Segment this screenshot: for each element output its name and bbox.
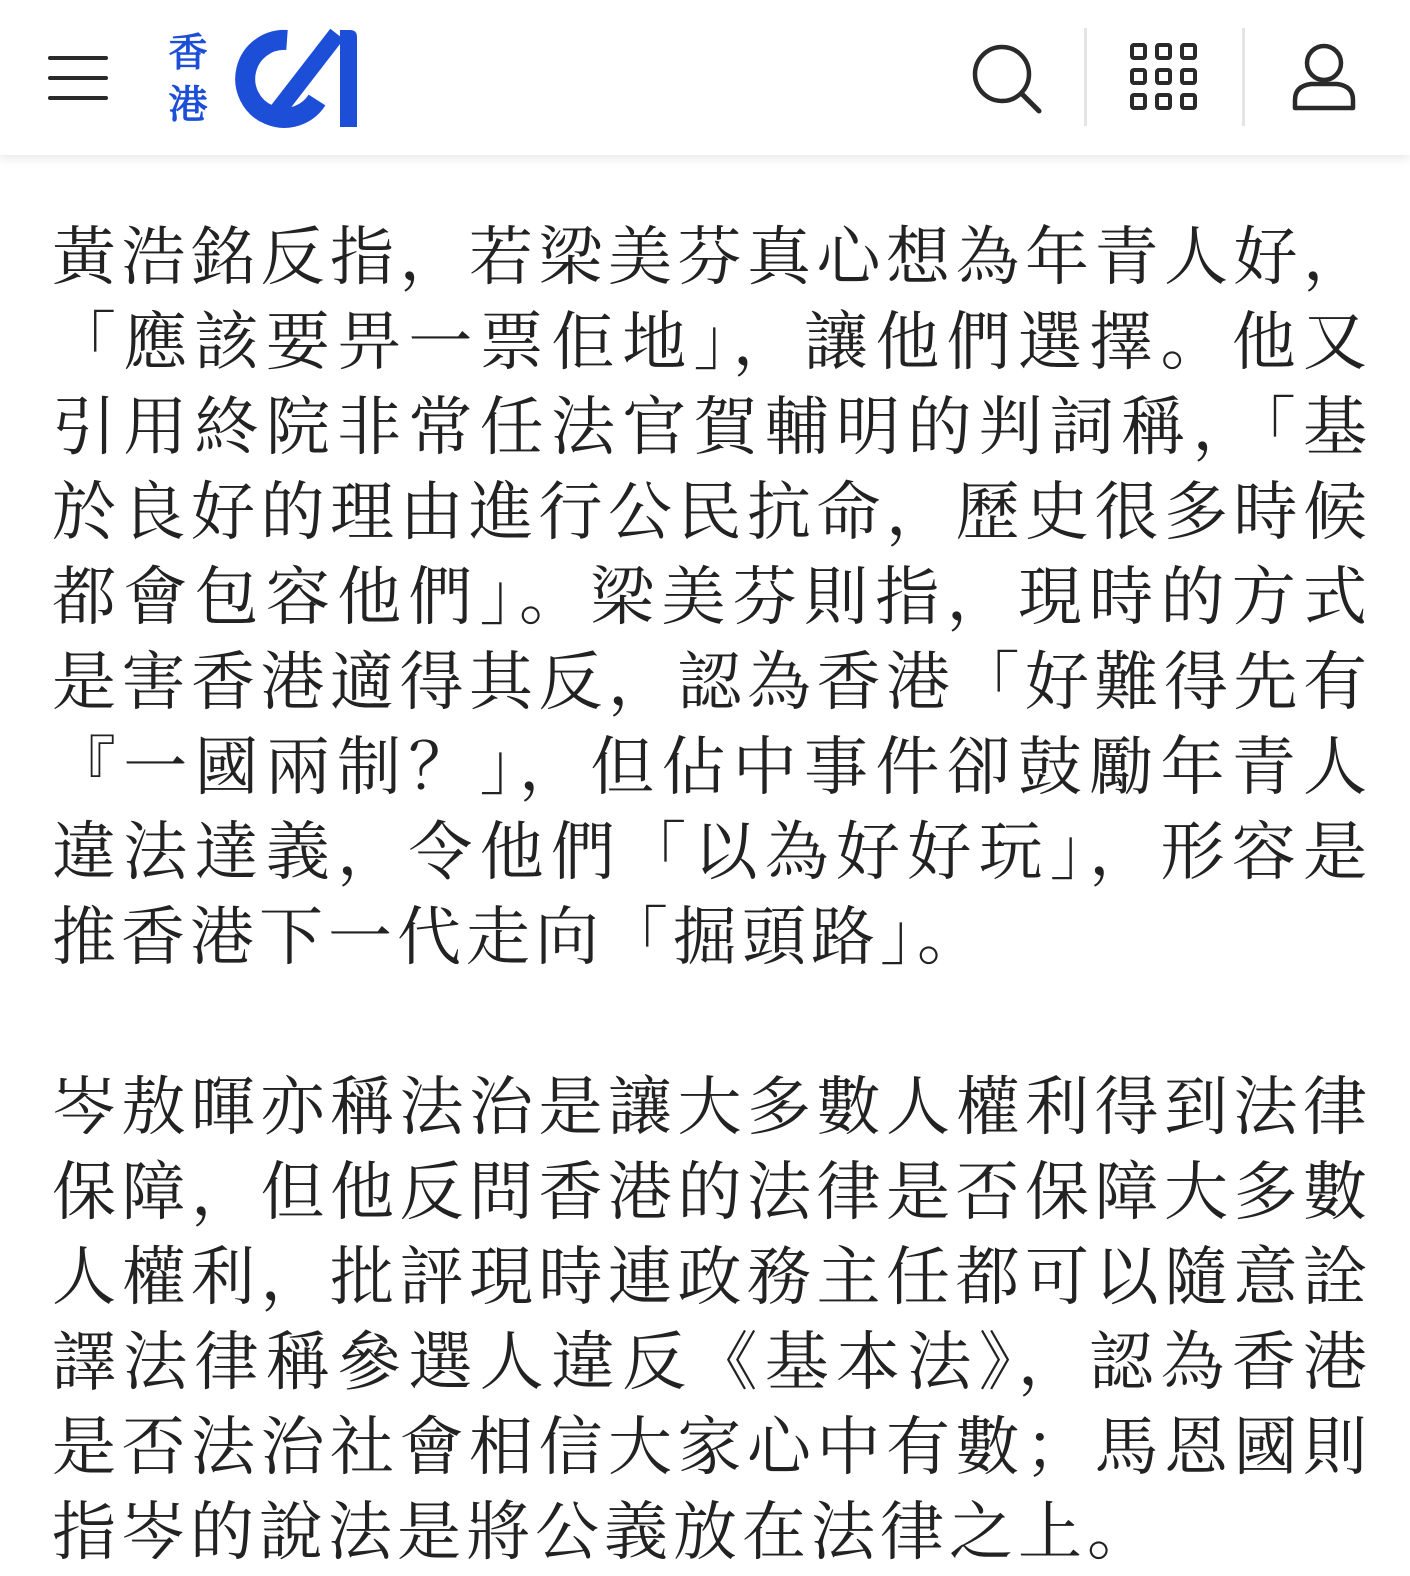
user-icon	[1284, 38, 1364, 118]
article-body	[52, 216, 1372, 1576]
top-navigation-bar	[0, 0, 1410, 155]
logo-01-mark	[218, 26, 360, 130]
menu-button[interactable]	[48, 52, 110, 104]
header-divider	[1242, 28, 1245, 126]
menu-icon-line	[48, 56, 108, 60]
header-divider	[1084, 28, 1087, 126]
user-account-button[interactable]	[1284, 38, 1364, 118]
site-logo[interactable]	[160, 22, 365, 132]
search-icon	[966, 38, 1046, 118]
logo-char: 香	[168, 31, 208, 76]
search-button[interactable]	[966, 38, 1046, 118]
grid-apps-icon	[1124, 38, 1204, 118]
logo-char: 港	[168, 83, 208, 128]
apps-button[interactable]	[1124, 38, 1204, 118]
logo-text	[165, 28, 211, 132]
menu-icon-line	[48, 76, 108, 80]
article-paragraph: 岑敖暉亦稱法治是讓大多數人權利得到法律保障，但他反問香港的法律是否保障大多數人權利，批評現時連政務主任都可以隨意詮譯法律稱參選人違反《基本法》，認為香港是否法治社會相信大家心中有數；馬恩國則指岑的說法是將公義放在法律之上。	[52, 1071, 1372, 1570]
menu-icon-line	[48, 96, 108, 100]
article-paragraph: 黃浩銘反指，若梁美芬真心想為年青人好，「應該要畀一票佢地」，讓他們選擇。他又引用終院非常任法官賀輔明的判詞稱，「基於良好的理由進行公民抗命，歷史很多時候都會包容他們」。梁美芬則指，現時的方式是害香港適得其反，認為香港「好難得先有『一國兩制？」，但佔中事件卻鼓勵年青人違法達義，令他們「以為好好玩」，形容是推香港下一代走向「掘頭路」。	[52, 221, 1372, 975]
